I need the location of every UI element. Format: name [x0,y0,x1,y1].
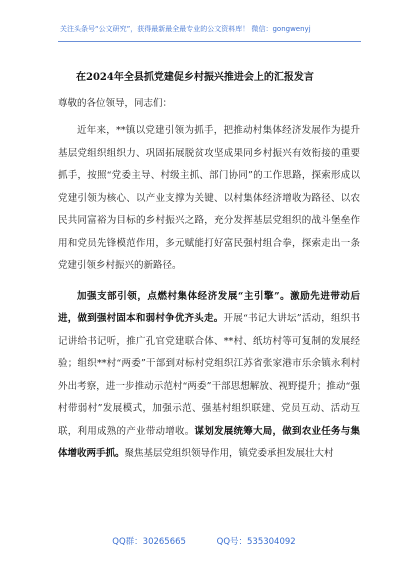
footer-qq-group: QQ群：30265665 [112,537,186,547]
document-title: 在2024年全县抓党建促乡村振兴推进会上的汇报发言 [76,72,314,83]
paragraph-intro: 近年来，**镇以党建引领为抓手，把推动村集体经济发展作为提升基层党组织组织力、巩固拓展脱贫攻坚成果同乡村振兴有效衔接的重要抓手，按照“党委主导、村级主抓、部门协同”的工作思路，探索形成以党建引领为核心、以产业支撑为关键、以村集体经济增收为路径、以农民共同富裕为目标的乡村振兴之路，充分发挥基层党组织的战斗堡垒作用和党员先锋模范作用，多元赋能打好富民强村组合拳，探索走出一条党建引领乡村振兴的新路径。 [58,125,360,271]
paragraph-branch-guidance [58,286,360,466]
paragraph-text-continued: 聚焦基层党组织领导作用，镇党委承担发展壮大村 [124,448,334,459]
paragraph-text: 开展“书记大讲坛”活动，组织书记讲给书记听，推广孔官党建联合体、**村、纸坊村等可复制的发展经验；组织**村“两委”干部到对标村党组织江苏省张家港市乐余镇永利村外出考察，进一步推动示范村“两委”干部思想解放、视野提升；推动“强村带弱村”发展模式，加强示范、强基村组织联建、党员互动、活动互联，利用成熟的产业带动增收。 [58,313,360,437]
footer-contacts [0,535,408,547]
paragraph-heading: 加强支部引领，点燃村集体经济发展“主引擎”。激励先进带动后进，做到强村固本和弱村争优齐头走。 [58,290,360,324]
header-notice: 关注头条号“公文研究”，获得最新最全最专业的公文资料库！ 微信：gongwenyj [60,25,311,33]
greeting: 尊敬的各位领导，同志们： [58,98,173,109]
document-body [58,120,360,474]
paragraph-subheading: 谋划发展统筹大局，做到农业任务与集体增收两手抓。 [58,425,360,459]
footer-qq-number: QQ号：535304092 [216,537,296,547]
header-divider [58,41,361,42]
